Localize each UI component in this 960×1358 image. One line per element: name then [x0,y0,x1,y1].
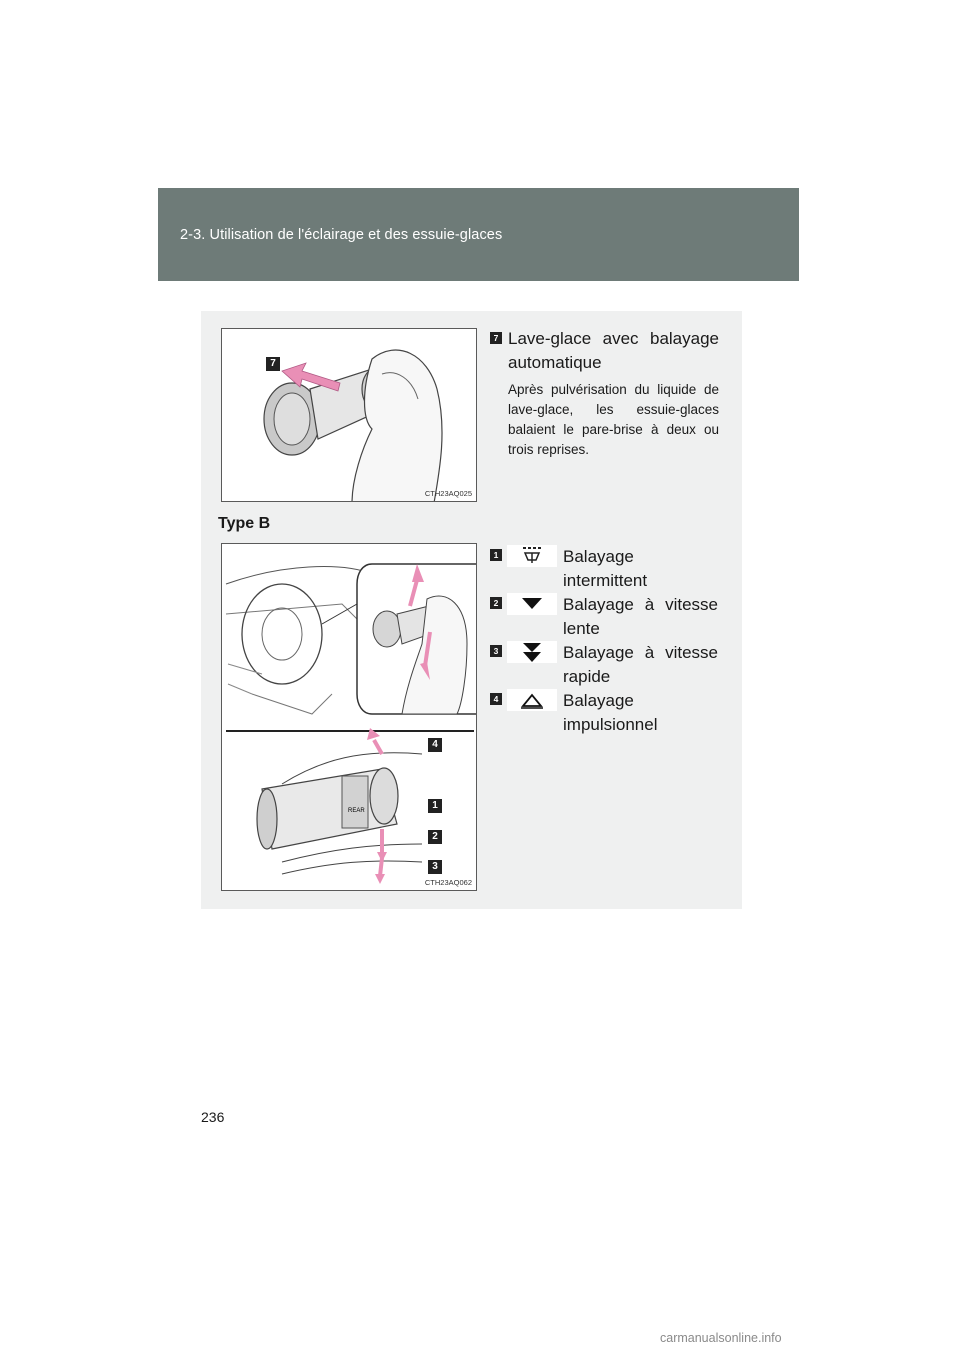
header-bar [158,188,799,281]
content-panel [201,311,742,909]
section-7-description: Après pulvérisation du liquide de lave-glace, les essuie-glaces balaient le pare-brise à deux ou trois reprises. [508,382,719,457]
wiper-slow-icon [507,593,557,615]
figure-washer-illustration [221,328,477,502]
mode-row-fast [490,641,720,689]
wiper-fast-icon [507,641,557,663]
figure-code: CTH23AQ025 [424,489,472,498]
mode-number: 4 [490,693,502,705]
type-b-heading: Type B [218,515,271,532]
figure-type-b-illustration [221,543,477,891]
figure-code: CTH23AQ062 [424,878,472,887]
rear-label: REAR [348,808,365,814]
mode-row-slow [490,593,720,641]
mode-number: 2 [490,597,502,609]
page-number: 236 [201,1109,225,1125]
wiper-intermittent-icon [507,545,557,567]
mode-label: Balayage intermittent [563,547,648,590]
watermark[interactable]: carmanualsonline.info [660,1331,782,1345]
callout-1: 1 [428,799,442,813]
mode-label: Balayage à vitesse lente [563,595,718,638]
callout-4: 4 [428,738,442,752]
mode-label: Balayage à vitesse rapide [563,643,718,686]
mode-label: Balayage impulsionnel [563,691,658,734]
mode-row-intermittent [490,545,720,593]
washer-lever-drawing [222,329,477,502]
mode-number: 3 [490,645,502,657]
mode-number: 1 [490,549,502,561]
section-title: 2-3. Utilisation de l'éclairage et des essuie-glaces [180,227,503,243]
callout-7: 7 [266,357,280,371]
wiper-mist-icon [507,689,557,711]
section-7-title: Lave-glace avec balayage automatique [508,329,719,372]
callout-2: 2 [428,830,442,844]
mode-row-mist [490,689,720,737]
callout-3: 3 [428,860,442,874]
section-number-7: 7 [490,332,502,344]
